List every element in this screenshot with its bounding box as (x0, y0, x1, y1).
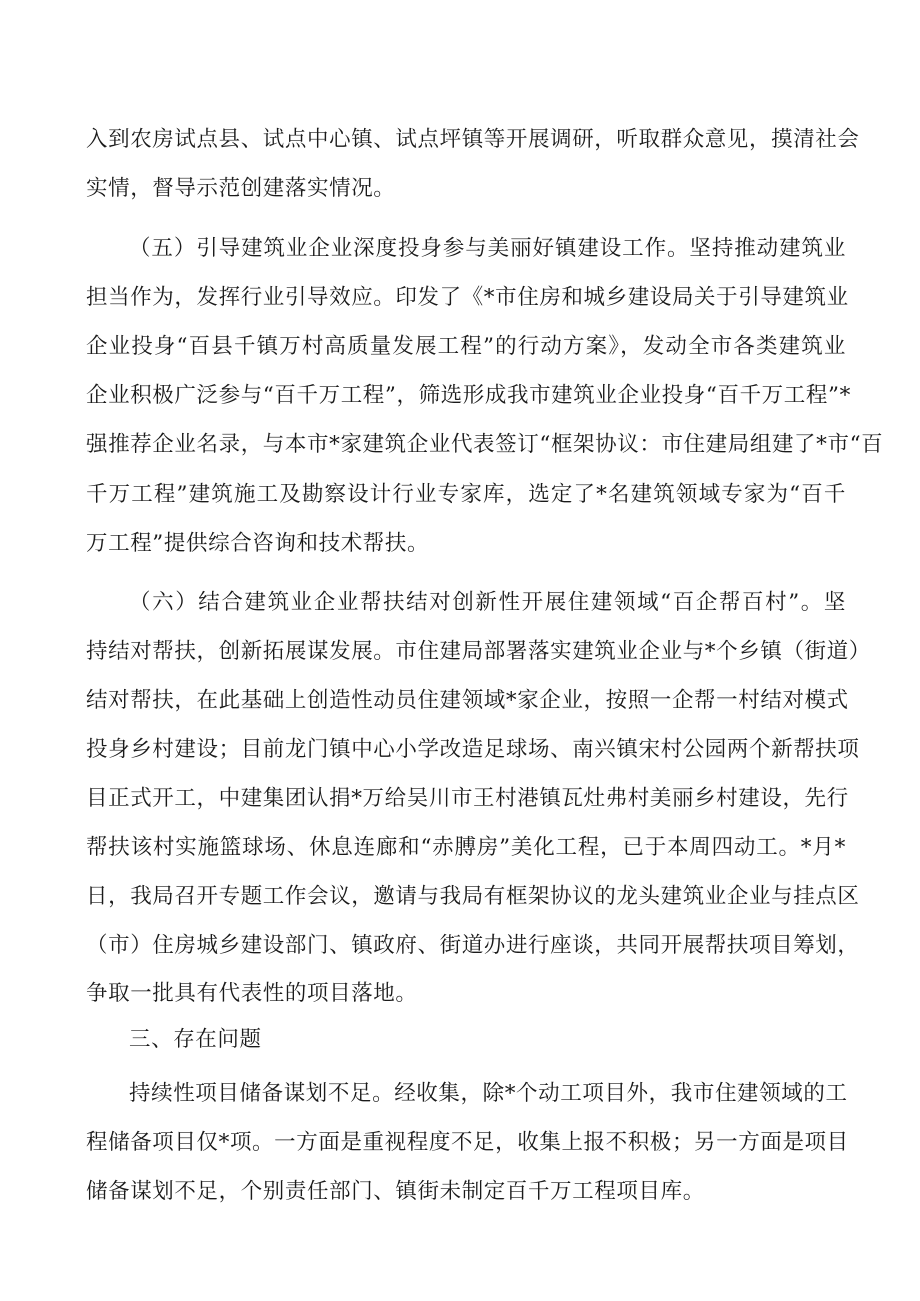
paragraph-line: 企业投身“百县千镇万村高质量发展工程”的行动方案》，发动全市各类建筑业 (86, 334, 846, 359)
paragraph-line: 企业积极广泛参与“百千万工程”，筛选形成我市建筑业企业投身“百千万工程”* (86, 383, 851, 408)
section-six-heading-line: （六）结合建筑业企业帮扶结对创新性开展住建领域“百企帮百村”。坚 (129, 590, 846, 615)
paragraph-line: 日，我局召开专题工作会议，邀请与我局有框架协议的龙头建筑业企业与挂点区 (86, 884, 860, 909)
paragraph-line: 持续性项目储备谋划不足。经收集，除*个动工项目外，我市住建领域的工 (129, 1081, 848, 1106)
section-five-heading-line: （五）引导建筑业企业深度投身参与美丽好镇建设工作。坚持推动建筑业 (129, 236, 846, 261)
paragraph-line: 目正式开工，中建集团认捐*万给吴川市王村港镇瓦灶弗村美丽乡村建设，先行 (86, 786, 849, 811)
paragraph-line: 担当作为，发挥行业引导效应。印发了《*市住房和城乡建设局关于引导建筑业 (86, 285, 849, 310)
paragraph-line: 入到农房试点县、试点中心镇、试点坪镇等开展调研，听取群众意见，摸清社会 (86, 127, 860, 152)
paragraph-line: 程储备项目仅*项。一方面是重视程度不足，收集上报不积极；另一方面是项目 (86, 1130, 849, 1155)
paragraph-line: 实情，督导示范创建落实情况。 (86, 176, 396, 201)
paragraph-line: 千万工程”建筑施工及勘察设计行业专家库，选定了*名建筑领域专家为“百千 (86, 482, 846, 507)
paragraph-line: 强推荐企业名录，与本市*家建筑企业代表签订“框架协议：市住建局组建了*市“百 (86, 432, 884, 457)
paragraph-line: 万工程”提供综合咨询和技术帮扶。 (86, 531, 430, 556)
paragraph-line: 帮扶该村实施篮球场、休息连廊和“赤膊房”美化工程，已于本周四动工。*月* (86, 835, 846, 860)
paragraph-line: 持结对帮扶，创新拓展谋发展。市住建局部署落实建筑业企业与*个乡镇（街道） (86, 639, 871, 664)
paragraph-line: 结对帮扶，在此基础上创造性动员住建领域*家企业，按照一企帮一村结对模式 (86, 688, 849, 713)
section-three-heading: 三、存在问题 (129, 1027, 262, 1052)
paragraph-line: 投身乡村建设；目前龙门镇中心小学改造足球场、南兴镇宋村公园两个新帮扶项 (86, 737, 860, 762)
paragraph-line: 储备谋划不足，个别责任部门、镇街未制定百千万工程项目库。 (86, 1179, 705, 1204)
paragraph-line: 争取一批具有代表性的项目落地。 (86, 981, 418, 1006)
paragraph-line: （市）住房城乡建设部门、镇政府、街道办进行座谈，共同开展帮扶项目筹划， (86, 933, 860, 958)
